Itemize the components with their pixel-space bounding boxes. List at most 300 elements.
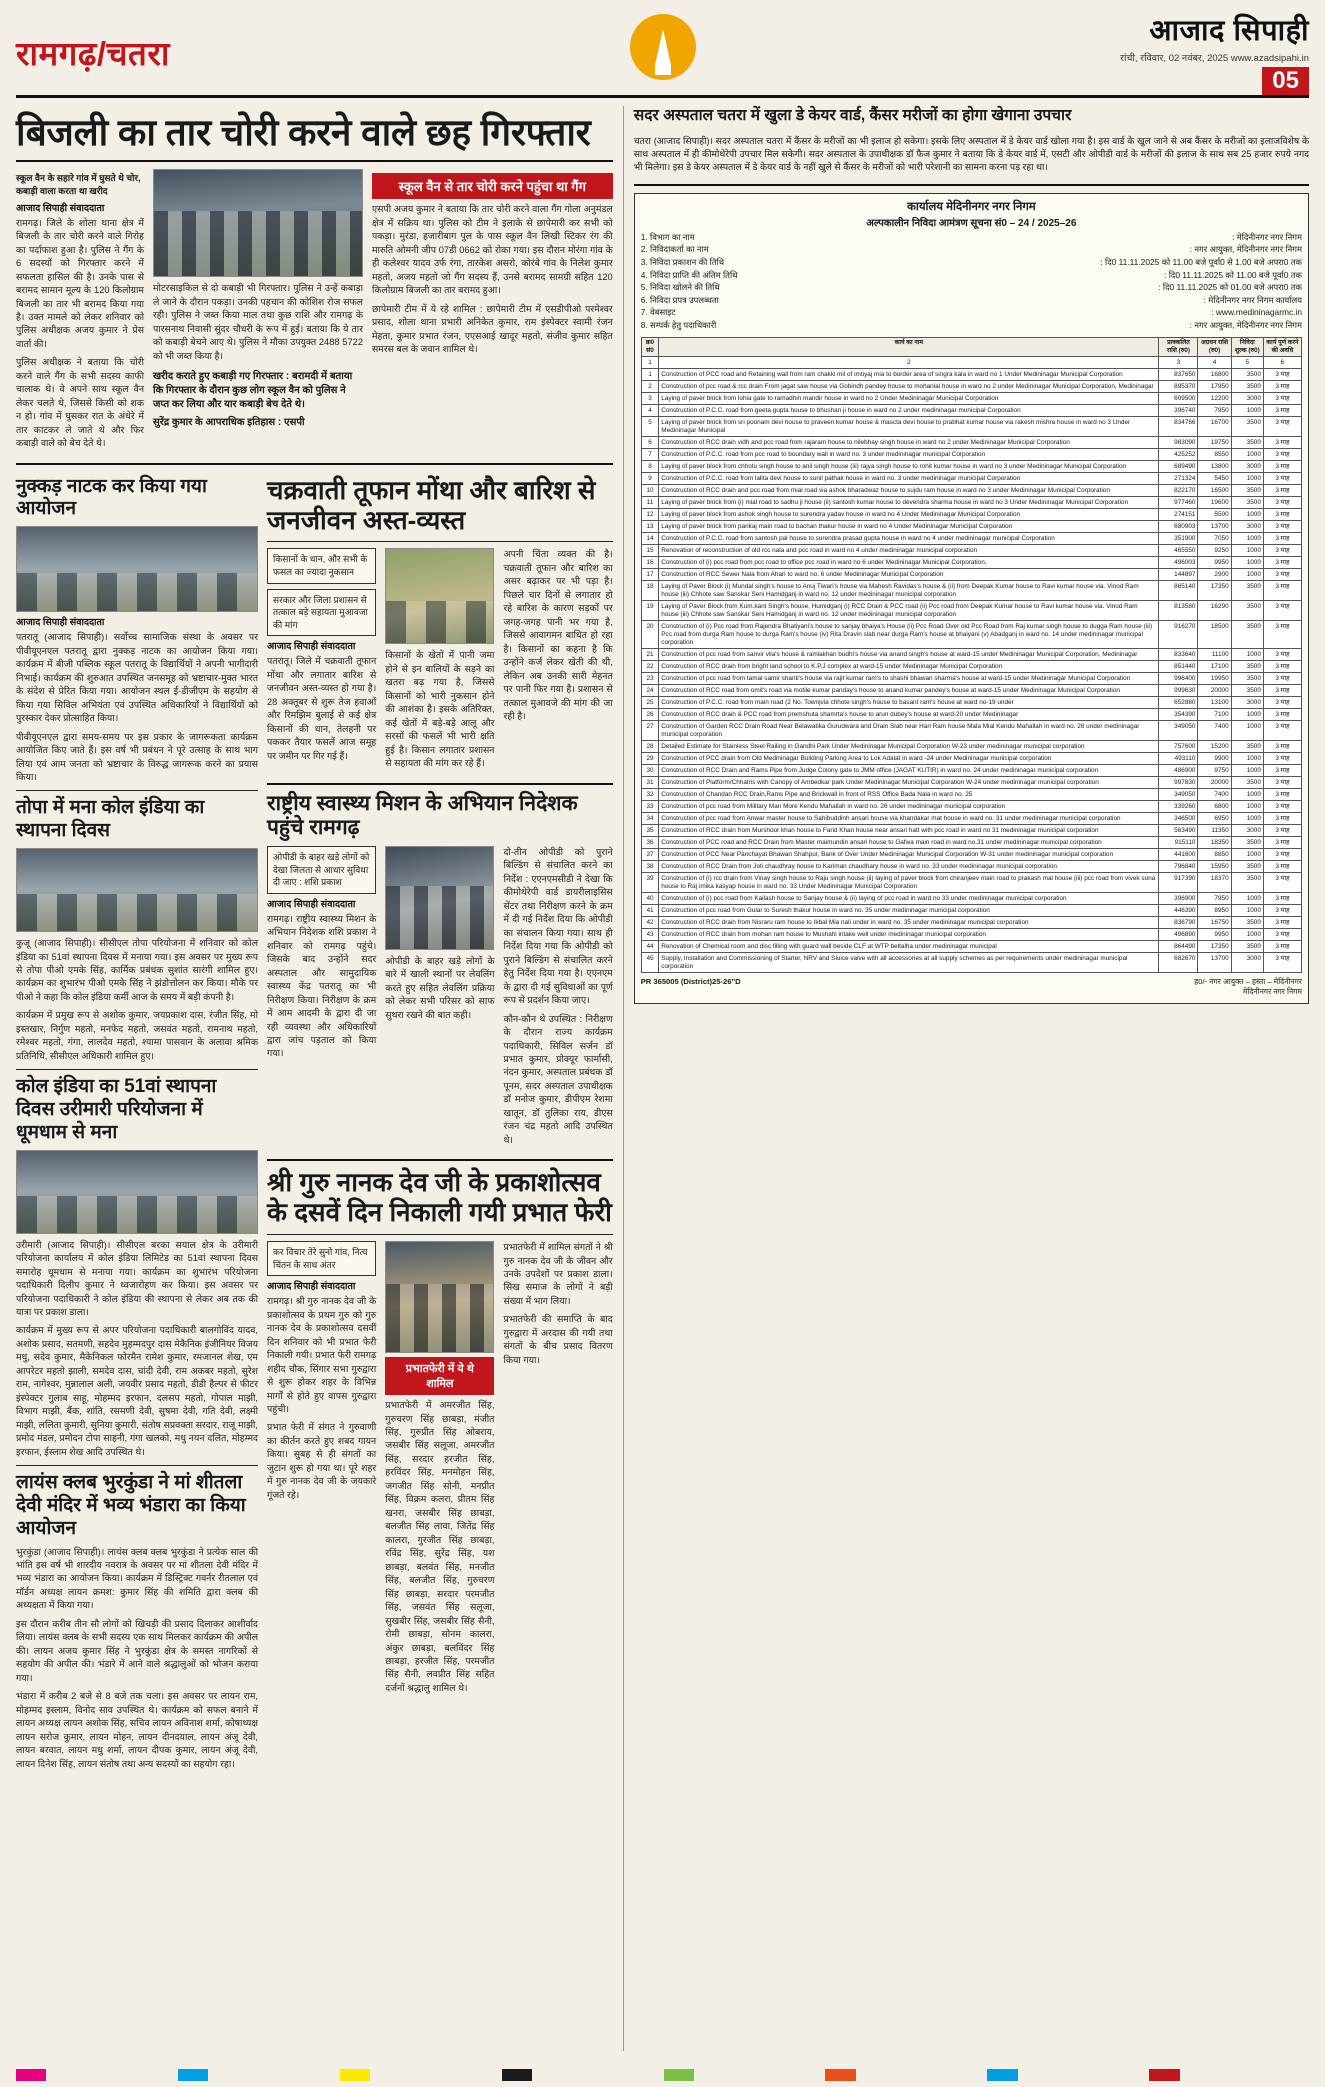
table-cell: 3500 xyxy=(1231,621,1263,649)
table-row xyxy=(641,533,1301,545)
tender-meta-label: 5. निविदा खोलने की तिथि xyxy=(640,282,720,293)
table-row xyxy=(641,929,1301,941)
table-cell: 3000 xyxy=(1231,697,1263,709)
table-cell: Construction of RCC drain from bright land school to K.P.J complex at ward-15 under Medininagar Municipal Corporation xyxy=(659,661,1159,673)
table-cell: 3 माह xyxy=(1263,697,1301,709)
table-cell: 16800 xyxy=(1198,369,1231,381)
table-cell: 9950 xyxy=(1198,929,1231,941)
table-cell: 3 माह xyxy=(1263,953,1301,973)
table-cell: Construction of PCC drain from Old Medininagar Building Parking Area to Lok Adalat in ward -24 under Medininagar municipal corporation xyxy=(659,753,1159,765)
table-cell: 29 xyxy=(641,753,659,765)
table-cell: 274151 xyxy=(1159,509,1198,521)
table-cell: 3500 xyxy=(1231,661,1263,673)
table-cell: 32 xyxy=(641,789,659,801)
table-cell: 813580 xyxy=(1159,601,1198,621)
table-cell: 13700 xyxy=(1198,953,1231,973)
tender-sign-1: ह0/- नगर आयुक्त – हस्ता – मेदिनीनगर xyxy=(1194,977,1302,987)
table-cell: Construction of RCC drain from Murshoor khan house to Farid Khan house near ansari hatt with pcc road in ward no 31 medininagar municipal corporation xyxy=(659,825,1159,837)
lead-byline: आजाद सिपाही संवाददाता xyxy=(16,202,105,214)
lions-p2: इस दौरान करीब तीन सौ लोगों को खिचड़ी की प्रसाद दिलाकर आशीर्वाद लिया। लायंस क्लब के सभी सदस्य एक साथ मिलकर कार्यक्रम की अपील की। लायन अजय कुमार सिंह ने भुरकुंडा क्षेत्र के समस्त नागरिकों से सहयोग की अपील की। भंडारे में आने वाले श्रद्धालुओं को भोजन कराया गया। xyxy=(16,1618,258,1683)
table-cell: Construction of P.C.C. road from main road (2 No. Townjvia chhote singh's house to basant ram's house at ward no-19 under xyxy=(659,697,1159,709)
coal51-p1: उरीमारी (आजाद सिपाही)। सीसीएल बरका सयाल क्षेत्र के उरीमारी परियोजना कार्यालय में कोल इंडिया लिमिटेड का 51वां स्थापना दिवस समारोह धूमधाम से मनाया गया। कार्यक्रम का शुभारंभ परियोजना पदाधिकारी दिलीप कुमार ने ध्वजारोहण कर किया। इस अवसर पर परियोजना पदाधिकारी ने कोल इंडिया की स्थापना से लेकर अब तक की यात्रा पर प्रकाश डाला। xyxy=(16,1239,258,1317)
table-cell: 27 xyxy=(641,721,659,741)
table-cell: Construction of pcc road from Military Man More Kendu Mahallah in ward no. 26 under medininagar municipal corporation xyxy=(659,801,1159,813)
table-cell: 757600 xyxy=(1159,741,1198,753)
table-row xyxy=(641,473,1301,485)
table-cell: 28 xyxy=(641,741,659,753)
table-cell: 9750 xyxy=(1198,765,1231,777)
tender-meta-value: : दि0 11.11.2025 को 01.00 बजे अपरा0 तक xyxy=(1158,282,1302,293)
table-cell: 3500 xyxy=(1231,581,1263,601)
table-cell: 493110 xyxy=(1159,753,1198,765)
cyclone-box1: किसानों के धान, और सभी के फसल का ज्यादा नुकसान xyxy=(267,548,376,583)
table-cell: 20000 xyxy=(1198,777,1231,789)
table-row xyxy=(641,521,1301,533)
table-cell: 1000 xyxy=(1231,473,1263,485)
tender-meta-value: : दि0 11.11.2025 को 11.00 बजे पूर्वा0 से 1.00 बजे अपरा0 तक xyxy=(1100,257,1302,268)
color-swatch xyxy=(437,2069,467,2081)
table-cell: Construction of Platform/Chhatris with Canopy of Ambedkar park Under Medininagar Municipal Corporation W-24 under medininagar municipal corporation xyxy=(659,777,1159,789)
table-cell: 680903 xyxy=(1159,521,1198,533)
table-cell: 6950 xyxy=(1198,813,1231,825)
table-cell: 3 माह xyxy=(1263,557,1301,569)
tender-column-index: 4 xyxy=(1198,357,1231,369)
table-cell: 13100 xyxy=(1198,697,1231,709)
left-zone xyxy=(16,106,613,2051)
table-cell: 354390 xyxy=(1159,709,1198,721)
table-row xyxy=(641,485,1301,497)
nukkad-p1: पतरातू (आजाद सिपाही)। सर्वोच्च सामाजिक संस्था के अवसर पर पीवीयूएनएल पतरातू द्वारा नुक्कड़ नाटक का आयोजन किया गया। कार्यक्रम में बीजी पब्लिक स्कूल पतरातू के विद्यार्थियों ने अपनी भागीदारी निभाई। कार्यक्रम की शुरुआत उपस्थित जनसमूह को भ्रष्टाचार-मुक्त भारत के संदेश से प्रेरित किया गया। आयोजन स्थल ई-डीजीएम के सहयोग से किया गया सिविल अभियंता एवं उपस्थित अधिकारियों ने विद्यार्थियों को पुरस्कार देकर प्रोत्साहित किया। xyxy=(16,632,258,724)
table-cell: 1000 xyxy=(1231,765,1263,777)
table-cell: 834766 xyxy=(1159,417,1198,437)
table-cell: 3 माह xyxy=(1263,649,1301,661)
table-cell: 609500 xyxy=(1159,393,1198,405)
table-cell: 3000 xyxy=(1231,393,1263,405)
tender-meta-row xyxy=(641,294,1302,307)
table-cell: 43 xyxy=(641,929,659,941)
table-cell: 3500 xyxy=(1231,685,1263,697)
table-cell: 44 xyxy=(641,941,659,953)
table-cell: Construction of pcc road from tamal samir shanti's house via rajit kumar ram's to shashi bhawan sharma's house at ward-15 under Medininagar Municipal Corporation xyxy=(659,673,1159,685)
table-cell: 1000 xyxy=(1231,801,1263,813)
table-cell: 349050 xyxy=(1159,789,1198,801)
right-top-p1: चतरा (आजाद सिपाही)। सदर अस्पताल चतरा में कैंसर के मरीजों का भी इलाज हो सकेगा। इसके लिए अस्पताल में डे केयर वार्ड खोला गया है। इस वार्ड के खुल जाने से अब कैंसर के मरीजों का इलाजविशेष के साथ अस्पताल में ही कीमोथेरेपी उपचार मिल सकेगी। सदर अस्पताल के उपाधीक्षक डॉ फैज कुमार ने बताया कि डे केयर वार्ड में, एसटी और ओपीडी वार्ड के मरीजों की इलाज के साथ सब 25 हजार रुपये नगद भी मिलेगा। इस डे केयर अस्पताल में डे केयर वार्ड के नहीं खुले से कैंसर के मरीजों को भारी परेशानी का सामना करना पड़ रहा था। xyxy=(633,135,1309,173)
table-cell: 349050 xyxy=(1159,721,1198,741)
table-cell: 3 माह xyxy=(1263,941,1301,953)
tender-meta-row xyxy=(641,256,1302,269)
table-cell: 33 xyxy=(641,801,659,813)
table-cell: Laying of Paver Block from Kum.kant Singh's house, Humidganj (i) RCC Drain & PCC road (ii) Pcc road from Deepak Kumar house to Ravi kumar house via. Vinod Ram house (iii) Chhote saw Sanskar Seni Hamidganj in ward no. 12 under medininagar municipal corporation xyxy=(659,601,1159,621)
table-cell: 3 माह xyxy=(1263,849,1301,861)
table-cell: 19 xyxy=(641,601,659,621)
lions-p3: भंडारा में करीब 2 बजे से 8 बजे तक चला। इस अवसर पर लायन राम, मोहम्मद इस्लाम, विनोद साव उपस्थित थे। कार्यक्रम को सफल बनाने में लायन अध्यक्ष लायन अशोक सिंह, सचिव लायन अविनाश शर्मा, कोषाध्यक्ष लायन सरोज कुमार, लायन मोहन, लायन दीनदयाल, लायन अंजू देवी, लायन बरवात, लायन मधु शर्मा, लायन दीपक कुमार, लायन अंजू देवी, लायन दिनेश सिंह, लायन संतोष तथा अन्य सदस्यों का सहयोग रहा। xyxy=(16,1691,258,1769)
table-cell: 6 xyxy=(641,437,659,449)
table-cell: 20000 xyxy=(1198,685,1231,697)
tender-meta-value: : नगर आयुक्त, मेदिनीनगर नगर निगम xyxy=(1189,244,1302,255)
table-cell: 144897 xyxy=(1159,569,1198,581)
table-cell: 3 माह xyxy=(1263,393,1301,405)
table-cell: 42 xyxy=(641,917,659,929)
table-row xyxy=(641,893,1301,905)
table-cell: 271324 xyxy=(1159,473,1198,485)
table-cell: 3 माह xyxy=(1263,437,1301,449)
edition-name: रामगढ़/चतरा xyxy=(16,35,170,72)
table-cell: 3500 xyxy=(1231,941,1263,953)
table-cell: 38 xyxy=(641,861,659,873)
table-cell: Laying of paver block from lohia gate to ramadhin mandir house in ward no 2 Under Medininagar Municipal Corporation xyxy=(659,393,1159,405)
table-cell: 6800 xyxy=(1198,801,1231,813)
table-row xyxy=(641,741,1301,753)
table-row xyxy=(641,905,1301,917)
table-cell: 37 xyxy=(641,849,659,861)
table-cell: 15950 xyxy=(1198,861,1231,873)
nhm-box: ओपीडी के बाहर खड़े लोगों को देखा जिलता से आधार सुविधा दी जाए : शशि प्रकाश xyxy=(267,846,376,894)
table-cell: 1000 xyxy=(1231,449,1263,461)
table-cell: Laying of Paver Block (i) Mundal singh's house to Anuj Tiwari's house via Mahesh Ravidas's house & (ii) from Deepak Kumar house to Ravi kumar house via. Vinod Ram house (iii) Chhote saw Sanskar Seni Hamidganj in ward no. 12 under medininagar municipal corporation xyxy=(659,581,1159,601)
color-swatch xyxy=(987,2069,1017,2081)
table-cell: Construction of Chandan RCC Drain,Rams Pipe and Brickwall in front of RSS Office Bada Nala in ward no. 25 xyxy=(659,789,1159,801)
tender-title: अल्पकालीन निविदा आमंत्रण सूचना सं0 – 24 / 2025–26 xyxy=(866,218,1077,230)
tender-meta-label: 7. वेबसाइट xyxy=(640,307,676,318)
tender-meta-label: 3. निविदा प्रकाशन की तिथि xyxy=(640,257,725,268)
tender-meta-row xyxy=(641,281,1302,294)
table-cell: 8950 xyxy=(1198,905,1231,917)
lead-midsub: खरीद कराते हुए कबाड़ी गए गिरफ्तार : बरामदी में बताया कि गिरफ्तार के दौरान कुछ लोग स्कूल वैन को पुलिस ने जप्त कर लिया और यार कबाड़ी बेच देते थे। xyxy=(153,371,353,411)
guru-p1: रामगढ़। श्री गुरु नानक देव जी के प्रकाशोत्सव के प्रथम गुरु को गुरु नानक देव के प्रकाशोत्सव दसवीं दिन शनिवार को भी प्रभात फेरी निकाली गयी। प्रभात फेरी रामगढ़ शहीद चौक, सिंगार सभा गुरुद्वारा से शुरू होकर शहर के विभिन्न मार्गों से होते हुए वापस गुरुद्वारा पहुंची। xyxy=(267,1296,377,1414)
table-cell: 9250 xyxy=(1198,545,1231,557)
tender-meta-label: 6. निविदा प्रपत्र उपलब्धता xyxy=(640,294,719,305)
logo xyxy=(630,14,696,80)
topa-headline: तोपा में मना कोल इंडिया का स्थापना दिवस xyxy=(16,797,205,842)
table-row xyxy=(641,813,1301,825)
table-cell: 39 xyxy=(641,873,659,893)
tender-notice xyxy=(634,193,1309,1004)
table-cell: 17100 xyxy=(1198,661,1231,673)
table-cell: 21 xyxy=(641,649,659,661)
tender-table xyxy=(641,337,1302,974)
table-row xyxy=(641,381,1301,393)
color-swatch xyxy=(372,2069,402,2081)
table-cell: 18500 xyxy=(1198,621,1231,649)
tender-column-header: प्राक्कलित राशि (रु0) xyxy=(1159,337,1198,357)
table-cell: 24 xyxy=(641,685,659,697)
table-row xyxy=(641,509,1301,521)
tender-meta-label: 8. सम्पर्क हेतु पदाधिकारी xyxy=(640,320,717,331)
table-cell: 396900 xyxy=(1159,893,1198,905)
table-cell: 3 माह xyxy=(1263,837,1301,849)
table-cell: 1000 xyxy=(1231,813,1263,825)
table-cell: 17350 xyxy=(1198,581,1231,601)
table-cell: 7950 xyxy=(1198,405,1231,417)
table-row xyxy=(641,697,1301,709)
tender-column-header: अग्रधन राशि (रु0) xyxy=(1198,337,1231,357)
table-cell: Supply, Installation and Commissioning of Starter, NRV and Sluice valve with all accessories at all supply schemes as per requirements under medininagar municipal corporation xyxy=(659,953,1159,973)
color-registration-bar xyxy=(16,2069,1309,2081)
table-cell: 3 माह xyxy=(1263,905,1301,917)
tender-footer xyxy=(641,977,1302,997)
nhm-p1: रामगढ़। राष्ट्रीय स्वास्थ्य मिशन के अभियान निदेशक शशि प्रकाश ने शनिवार को रामगढ़ पहुंचे। जिसके बाद उन्होंने सदर अस्पताल और सामुदायिक स्वास्थ्य केंद्र पतरातू का भी निरीक्षण किया। निरीक्षण के क्रम में आम आदमी के द्वारा दी जा रही व्यवस्था और अधिकारियों द्वारा जांच पड़ताल को किया गया। xyxy=(267,913,377,1059)
color-swatch xyxy=(534,2069,564,2081)
table-cell: Construction of P.C.C. road from pcc road to boundary wall in ward no. 3 under medininagar municipal Corporation xyxy=(659,449,1159,461)
table-cell: 3500 xyxy=(1231,861,1263,873)
table-cell: 3 माह xyxy=(1263,417,1301,437)
table-cell: 652880 xyxy=(1159,697,1198,709)
paper-name: आजाद सिपाही xyxy=(1149,15,1309,47)
table-cell: 3 माह xyxy=(1263,405,1301,417)
nhm-sub1: दो-तीन ओपीडी को पुराने बिल्डिंग से संचालित करने का निर्देश : एएनएमसीडी ने देखा कि कीमोथेरेपी वार्ड डायरीलाइसिस सेंटर तथा निरीक्षण करने के क्रम में दी गई निर्देश दिया कि ओपीडी का संचालन किया गया। साथ ही निर्देश दिया गया कि ओपीडी को पुराने बिल्डिंग से संचालित करने हेतु निर्देश दिया गया है। एएनएम के द्वारा दी गई सुविधाओं का पूर्ण रूप से प्रदर्शन किया जाए। xyxy=(503,846,613,1006)
tender-meta-row xyxy=(641,243,1302,256)
table-cell: 3500 xyxy=(1231,741,1263,753)
table-cell: Construction of P.C.C. road from lalita devi house to sunil pathak house in ward no. 3 under medininagar municipal Corporation xyxy=(659,473,1159,485)
table-cell: Construction of RCC drain vidh and pcc road from rajaram house to nilebhay singh house in ward no 2 under Medininagar Municipal Corporation xyxy=(659,437,1159,449)
table-cell: 3 माह xyxy=(1263,777,1301,789)
table-row xyxy=(641,461,1301,473)
cyclone-headline: चक्रवाती तूफान मोंथा और बारिश से जनजीवन अस्त-व्यस्त xyxy=(267,474,596,535)
table-cell: Construction of pcc road & rcc drain From jagat saw house via Gobindh pandey house to mohanlal house in ward no 2 under Medininagar Municipal Corporation, Medininagar xyxy=(659,381,1159,393)
table-row xyxy=(641,801,1301,813)
table-cell: 25 xyxy=(641,697,659,709)
table-cell: Construction of (i) rcc drain from Vinay singh house to Raju singh house (ii) laying of paver block from chiranjeev main road to prakash mal house (iii) pcc road from vivek sona house to Raj imika kasyap house in ward no. 33 Under Medininagar Municipal Corporation xyxy=(659,873,1159,893)
guru-participants: प्रभातफेरी में अमरजीत सिंह, गुरुचरण सिंह छाबड़ा, मंजीत सिंह, गुरुप्रीत सिंह ओबराय, जसबीर सिंह सलूजा, अमरजीत सिंह, सरदार हरजीत सिंह, हरविंदर सिंह, मनमोहन सिंह, जगजीत सिंह सोनी, मनप्रीत सिंह, विक्रम कलरा, प्रीतम सिंह खनरा, जसबीर सिंह छाबड़ा, बलजीत सिंह लावा, जितेंद्र सिंह कालरा, गुरजीत सिंह छाबड़ा, रविंद्र सिंह, सुरेंद्र सिंह, यश छाबड़ा, बलवंत सिंह, मनजीत सिंह, बलजीत सिंह, गुरुचरण सिंह छाबड़ा, सरदार परमजीत सिंह, जसवंत सिंह सलूजा, सुखबीर सिंह, जसबीर सिंह सैनी, रोमी छाबड़ा, सोनम कालरा, अंकुर छाबड़ा, बलविंदर सिंह छाबड़ा, हरजीत सिंह, परमजीत सिंह सैनी, लवप्रीत सिंह सहित दर्जनों श्रद्धालु शामिल थे। xyxy=(385,1400,495,1693)
table-row xyxy=(641,777,1301,789)
table-cell: 1000 xyxy=(1231,929,1263,941)
table-cell: 20 xyxy=(641,621,659,649)
table-cell: 1000 xyxy=(1231,721,1263,741)
table-row xyxy=(641,405,1301,417)
table-cell: 3 माह xyxy=(1263,461,1301,473)
page-number: 05 xyxy=(1262,67,1309,95)
table-cell: 15200 xyxy=(1198,741,1231,753)
table-cell: 8 xyxy=(641,461,659,473)
table-cell: 16 xyxy=(641,557,659,569)
color-swatch xyxy=(210,2069,240,2081)
color-swatch xyxy=(1052,2069,1082,2081)
table-cell: 3 माह xyxy=(1263,533,1301,545)
cyclone-p3: अपनी चिंता व्यक्त की है। चक्रवाती तूफान और बारिश का असर बढ़ाकर पर भी पड़ा है। पिछले चार दिनों से लगातार हो रहे बारिश के कारण सड़कों पर जगह-जगह पानी भर गया है, जिससे आवागमन बाधित हो रहा है। किसानों का कहना है कि उन्होंने कर्ज लेकर खेती की थी, लेकिन अब उनकी सारी मेहनत पर पानी फिर गया है। प्रशासन से तत्काल मुआवजे की मांग की जा रही है। xyxy=(503,549,613,722)
table-cell: Construction of (i) Pcc road from Rajendra Bhatiyani's house to sanjay bhaiya's House (ii) Pcc Road Over old Pcc Road from Raj kumar singh house to dugga Ram house (iii) Pcc road from durga Ram house to durga Ram's house (iv) Rita Dravin slab near durga Ram's house at bhaiyani (v) Abadganj in ward no. 14 under medininagar municipal corporation xyxy=(659,621,1159,649)
table-cell: 1000 xyxy=(1231,509,1263,521)
nukkad-headline: नुक्कड़ नाटक कर किया गया आयोजन xyxy=(16,475,207,520)
table-cell: 1000 xyxy=(1231,569,1263,581)
table-cell: Construction of RCC drain and pcc road from mial road via ashok bharadwaz house to sujdu ram house in ward no 3 under Medininagar Municipal Corporation xyxy=(659,485,1159,497)
table-cell: 22 xyxy=(641,661,659,673)
table-row xyxy=(641,721,1301,741)
color-swatch xyxy=(631,2069,661,2081)
table-cell: Construction of pcc road from Gular to Suresh thakur house in ward no. 35 under medininagar municipal corporation xyxy=(659,905,1159,917)
table-row xyxy=(641,873,1301,893)
table-cell: 11 xyxy=(641,497,659,509)
color-swatch xyxy=(858,2069,888,2081)
table-cell: Construction of PCC road and Retaining wall from ram chakki mil of imtiyaj mia to border area of singra kala in ward no 1 Under Medininagar Municipal Corporation xyxy=(659,369,1159,381)
table-cell: 12200 xyxy=(1198,393,1231,405)
table-row xyxy=(641,861,1301,873)
table-cell: 396740 xyxy=(1159,405,1198,417)
table-row xyxy=(641,789,1301,801)
page-content xyxy=(16,106,1309,2051)
guru-box: कर विचार तेरे सुनो गांव, नित्य चिंतन के साथ अंतर xyxy=(267,1241,376,1276)
coal51-photo xyxy=(16,1150,258,1234)
table-cell: 16700 xyxy=(1198,417,1231,437)
table-cell: 441600 xyxy=(1159,849,1198,861)
table-cell: 3000 xyxy=(1231,461,1263,473)
table-cell: Construction of PCC road and RCC Drain from Master maimundin ansari house to Gafwa main road in ward no.31 under medininagar municipal corporation xyxy=(659,837,1159,849)
color-swatch xyxy=(1279,2069,1309,2081)
color-swatch xyxy=(16,2069,46,2081)
table-cell: 915110 xyxy=(1159,837,1198,849)
table-cell: 3 माह xyxy=(1263,601,1301,621)
color-swatch xyxy=(1020,2069,1050,2081)
lead-story xyxy=(16,169,613,455)
lead-photo-caption: स्कूल वैन के सहारे गांव में घुसते थे चोर, कबाड़ी वाला करता था खरीद xyxy=(16,173,141,196)
table-cell: 3500 xyxy=(1231,437,1263,449)
lead-photo xyxy=(153,169,363,277)
color-swatch xyxy=(146,2069,176,2081)
table-cell: 3 माह xyxy=(1263,741,1301,753)
table-cell: 13700 xyxy=(1198,521,1231,533)
table-cell: 916270 xyxy=(1159,621,1198,649)
nukkad-byline: आजाद सिपाही संवाददाता xyxy=(16,617,105,629)
masthead xyxy=(16,14,1309,98)
tender-column-index: 6 xyxy=(1263,357,1301,369)
table-cell: Construction of P.C.C. road from santosh pal house to surendra prasad gupta house in ward no 4 under medininagar municipal Corporation xyxy=(659,533,1159,545)
tender-meta-row xyxy=(641,319,1302,332)
table-cell: 3 माह xyxy=(1263,929,1301,941)
table-cell: 865140 xyxy=(1159,581,1198,601)
table-row xyxy=(641,685,1301,697)
color-swatch xyxy=(502,2069,532,2081)
table-cell: 16290 xyxy=(1198,601,1231,621)
table-cell: 3 माह xyxy=(1263,449,1301,461)
table-cell: 3 माह xyxy=(1263,381,1301,393)
table-cell: 917390 xyxy=(1159,873,1198,893)
tender-meta-label: 1. विभाग का नाम xyxy=(640,231,695,242)
coal51-headline: कोल इंडिया का 51वां स्थापना दिवस उरीमारी परियोजना में धूमधाम से मना xyxy=(16,1076,217,1143)
table-cell: 8550 xyxy=(1198,449,1231,461)
table-row xyxy=(641,601,1301,621)
paper-title-block xyxy=(1120,10,1309,95)
table-cell: Construction of RCC Sewer Nala from Ahari to ward no. 6 under Medininagar Municipal Corporation xyxy=(659,569,1159,581)
tender-sign-2: मेदिनीनगर नगर निगम xyxy=(1242,987,1302,997)
table-cell: 1000 xyxy=(1231,893,1263,905)
table-row xyxy=(641,581,1301,601)
table-cell: 983090 xyxy=(1159,437,1198,449)
table-cell: 3000 xyxy=(1231,953,1263,973)
tender-column-index-row xyxy=(641,357,1301,369)
guru-photo xyxy=(385,1241,494,1353)
table-cell: 19750 xyxy=(1198,437,1231,449)
tender-office-1: कार्यालय मेदिनीनगर नगर निगम xyxy=(907,200,1036,213)
table-cell: 3 माह xyxy=(1263,673,1301,685)
lead-p5: छापेमारी टीम में ये रहे शामिल : छापेमारी टीम में एसडीपीओ परमेश्वर प्रसाद, शोला थाना प्रभारी अनिकेत कुमार, राम इंस्पेक्टर स्वामी रंजन मेहता, कुमार प्रभात रंजन, एएसआई खादूर महतो, संजीव कुमार सहित समरस बल के जवान शामिल थे। xyxy=(372,303,613,355)
tender-column-index: 2 xyxy=(659,357,1159,369)
table-cell: 1000 xyxy=(1231,709,1263,721)
table-cell: 18350 xyxy=(1198,837,1231,849)
nhm-sub2: कौन-कौन थे उपस्थित : निरीक्षण के दौरान राज्य कार्यक्रम पदाधिकारी, सिविल सर्जन डॉ प्रभात कुमार, प्रोक्यूर फार्मासी, नंदन कुमार, अस्पताल प्रबंधक डॉ पूनम, सदर अस्पताल उपाधीक्षक डॉ मनोज कुमार, डीपीएम रेशमा खातून, डॉ तुलिका राय, डीएस रंजन चंद्र महतो आदि उपस्थित थे। xyxy=(503,1013,613,1145)
table-row xyxy=(641,849,1301,861)
table-cell: 3500 xyxy=(1231,485,1263,497)
table-cell: 7 xyxy=(641,449,659,461)
table-row xyxy=(641,437,1301,449)
table-cell: 5500 xyxy=(1198,509,1231,521)
table-cell: 17950 xyxy=(1198,381,1231,393)
tender-meta-value: : नगर आयुक्त, मेदिनीनगर नगर निगम xyxy=(1189,320,1302,331)
nukkad-p2: पीवीयूएनएल द्वारा समय-समय पर इस प्रकार के जागरूकता कार्यक्रम आयोजित किए जाते हैं। इस वर्ष भी प्रबंधन ने पूरे उत्साह के साथ भाग लिया एवं आम जनता को भ्रष्टाचार के विरुद्ध जागरूक करने का प्रयास किया। xyxy=(16,731,258,782)
table-cell: 3500 xyxy=(1231,369,1263,381)
table-cell: 7100 xyxy=(1198,709,1231,721)
table-row xyxy=(641,621,1301,649)
paper-subline: रांची, रविवार, 02 नवंबर, 2025 www.azadsipahi.in xyxy=(1120,53,1309,64)
table-cell: 851440 xyxy=(1159,661,1198,673)
table-cell: 3 माह xyxy=(1263,621,1301,649)
table-cell: 977460 xyxy=(1159,497,1198,509)
table-cell: 2900 xyxy=(1198,569,1231,581)
table-cell: 7950 xyxy=(1198,893,1231,905)
table-cell: 864490 xyxy=(1159,941,1198,953)
table-cell: Construction of RCC drain from Nisraru ram house to Ikbal Mia nali under in ward no. 35 under medininagar municipal corporation xyxy=(659,917,1159,929)
table-cell: 837650 xyxy=(1159,369,1198,381)
table-cell: 1000 xyxy=(1231,753,1263,765)
table-cell: 15 xyxy=(641,545,659,557)
table-cell: 3 माह xyxy=(1263,545,1301,557)
table-cell: 3 माह xyxy=(1263,685,1301,697)
table-cell: 1000 xyxy=(1231,545,1263,557)
table-cell: Construction of PCC Near Panchayat Bhawan Shahpur, Bank of Over Under Medininagar Municipal Corporation W-31 under medininagar municipal corporation xyxy=(659,849,1159,861)
lions-headline: लायंस क्लब भुरकुंडा ने मां शीतला देवी मंदिर में भव्य भंडारा का किया आयोजन xyxy=(16,1472,246,1539)
table-cell: 3000 xyxy=(1231,825,1263,837)
tender-table-header xyxy=(641,337,1301,357)
table-cell: 1000 xyxy=(1231,649,1263,661)
guru-red-band: प्रभातफेरी में ये थे शामिल xyxy=(385,1357,494,1395)
table-cell: 3500 xyxy=(1231,917,1263,929)
table-cell: 3 माह xyxy=(1263,917,1301,929)
color-swatch xyxy=(566,2069,596,2081)
color-swatch xyxy=(275,2069,305,2081)
table-row xyxy=(641,449,1301,461)
table-cell: 2 xyxy=(641,381,659,393)
lead-headline: बिजली का तार चोरी करने वाले छह गिरफ्तार xyxy=(16,112,591,153)
table-cell: 1000 xyxy=(1231,849,1263,861)
table-cell: 35 xyxy=(641,825,659,837)
table-cell: 16750 xyxy=(1198,917,1231,929)
color-swatch xyxy=(340,2069,370,2081)
table-cell: 3500 xyxy=(1231,601,1263,621)
table-cell: Construction of RCC Drain and Rams Pipe from Judge Colony gate to JMM office (JAGAT KUTIR) in ward no. 24 under medininagar municipal corporation xyxy=(659,765,1159,777)
table-cell: 895370 xyxy=(1159,381,1198,393)
table-cell: 3 माह xyxy=(1263,509,1301,521)
table-cell: 836790 xyxy=(1159,917,1198,929)
table-cell: 14 xyxy=(641,533,659,545)
lead-p3: मोटरसाइकिल से दो कबाड़ी भी गिरफ्तार। पुलिस ने उन्हें कबाड़ा ले जाने के दौरान पकड़ा। उनकी पहचान की कोशिश रोज सफल रही। पुलिस ने जब्त किया माल तथा कुछ राशि और रामगढ़ के पारसनाथ निवासी सुंदर चौधरी के रूप में हुई। बताया कि ये तार को कबाड़ी बेचने आए थे। पुलिस ने मौका उपयुक्त 2488 5722 को भी जब्त किया है। xyxy=(153,283,363,361)
table-cell: 3 माह xyxy=(1263,569,1301,581)
color-swatch xyxy=(1084,2069,1114,2081)
color-swatch xyxy=(793,2069,823,2081)
table-cell: 1000 xyxy=(1231,557,1263,569)
nhm-headline: राष्ट्रीय स्वास्थ्य मिशन के अभियान निदेशक पहुंचे रामगढ़ xyxy=(267,791,578,839)
table-cell: 19950 xyxy=(1198,673,1231,685)
cyclone-p2: किसानों के खेतों में पानी जमा होने से इन बालियों के सड़ने का खतरा बढ़ गया है, जिससे किसानों को भारी नुकसान होने की आशंका है। इसके अतिरिक्त, कई खेतों में बड़े-बड़े आलू और सरसों की फसलें भी भारी क्षति हुई है। किसान लगातार प्रशासन से सहायता की मांग कर रहे हैं। xyxy=(385,650,495,769)
coal51-p2: कार्यक्रम में मुख्य रूप से अपर परियोजना पदाधिकारी बालगोविंद यादव, अशोक प्रसाद, सतमणी, सहदेव मुहम्मदपुर दास मेकैनिक इंजीनियर विजय मधु, सदेव कुमार, मैकेनिकल फोरमैन रामेश कुमार, रमजानल शेख, एम आपरेटर महतो झाली, समदेव दास, चांदी देवी, राम अकबर महतो, सुरेश राम, नागेश्वर, मुन्नालाल अली, जयवीर प्रसाद महतो, डीडी हैल्पर से फीटर इंस्पेक्टर गुलाब साहू, मोहम्मद इरफान, दलसप महतो, गोपाल माझी, विभाग माझी, बैंक, शांति, रसमणी देवी, सुषमा देवी, गति देवी, लक्ष्मी माझी, ललिता कुमारी, सुनिया कुमारी, संतोष सप्रवक्ता सरदार, राजू माझी, प्रमोद मंडल, प्रमोदन टोपा साहनी, गंगा खलको, मधु नयन दलित, मोहम्मद इरफान, ईस्लाम शेख आदि उपस्थित थे। xyxy=(16,1325,258,1457)
table-cell: 3500 xyxy=(1231,673,1263,685)
table-row xyxy=(641,753,1301,765)
table-cell: 3 माह xyxy=(1263,497,1301,509)
table-cell: 17 xyxy=(641,569,659,581)
table-cell: Laying of paver block from ashok singh house to surendra yadav house in ward no 4 Under Medininagar Municipal Corporation xyxy=(659,509,1159,521)
table-cell: Construction of RCC road from omit's road via motile kumar panday's house to anand kumar pandey's house at ward-15 under Medininagar Municipal Corporation xyxy=(659,685,1159,697)
color-swatch xyxy=(405,2069,435,2081)
color-swatch xyxy=(81,2069,111,2081)
cyclone-byline: आजाद सिपाही संवाददाता xyxy=(267,641,356,653)
color-swatch xyxy=(923,2069,953,2081)
